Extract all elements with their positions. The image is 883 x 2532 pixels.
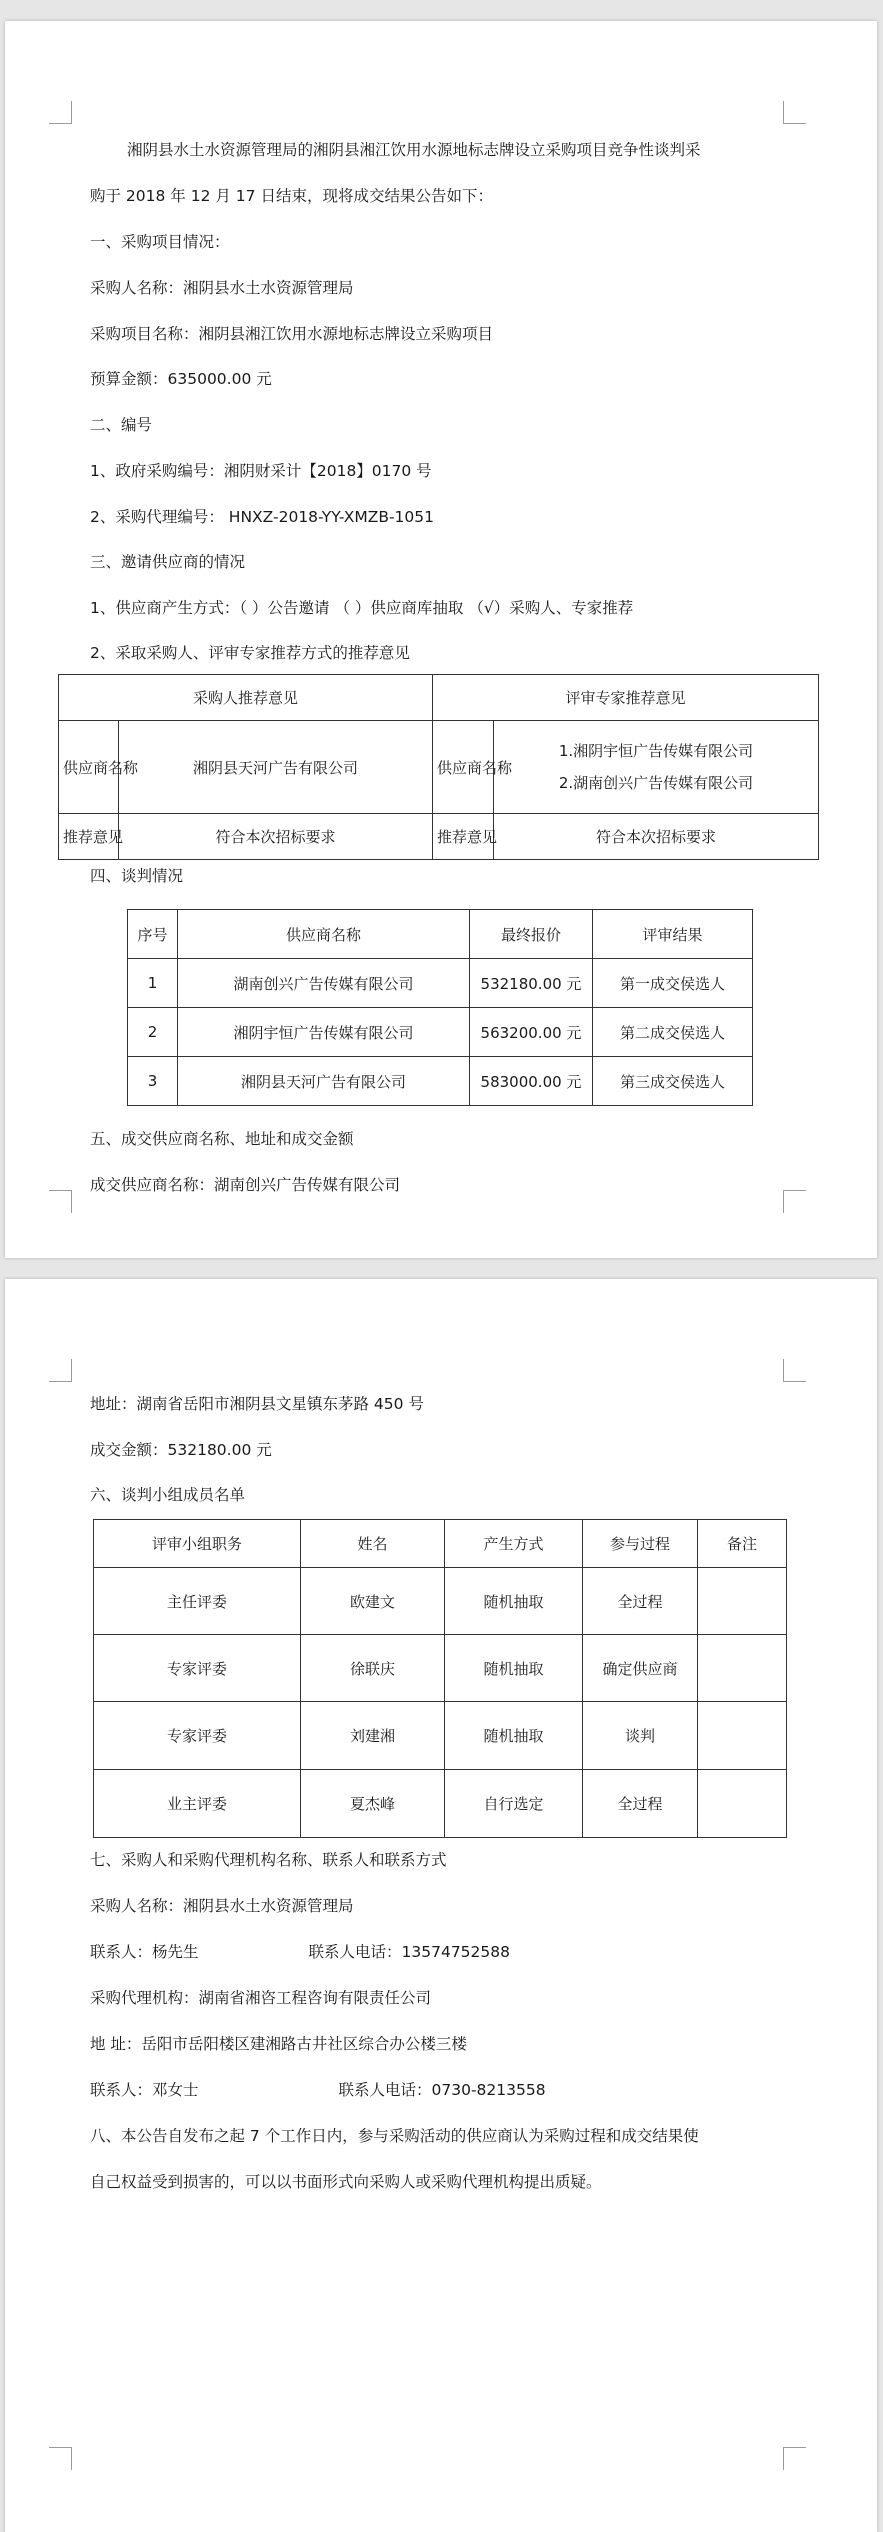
winner-address: 地址：湖南省岳阳市湘阴县文星镇东茅路 450 号 xyxy=(90,1395,424,1413)
margin-corner-bottom-left xyxy=(49,1190,72,1213)
row-supplier: 湖南创兴广告传媒有限公司 xyxy=(178,959,470,1008)
col-header-index: 序号 xyxy=(128,910,178,959)
agent-procurement-number: 2、采购代理编号： HNXZ-2018-YY-XMZB-1051 xyxy=(90,508,434,526)
table-row xyxy=(94,1568,787,1635)
row-index: 3 xyxy=(128,1057,178,1106)
deal-amount: 成交金额：532180.00 元 xyxy=(90,1441,272,1459)
row-index: 1 xyxy=(128,959,178,1008)
member-participation: 确定供应商 xyxy=(583,1635,698,1702)
row-price: 532180.00 元 xyxy=(470,959,593,1008)
member-selection: 随机抽取 xyxy=(445,1635,583,1702)
member-participation: 全过程 xyxy=(583,1568,698,1635)
member-role: 专家评委 xyxy=(94,1635,301,1702)
gov-procurement-number: 1、政府采购编号：湘阴财采计【2018】0170 号 xyxy=(90,462,432,480)
table-row xyxy=(128,1057,753,1106)
member-role: 业主评委 xyxy=(94,1770,301,1838)
col-header-final-price: 最终报价 xyxy=(470,910,593,959)
row-result: 第三成交侯选人 xyxy=(593,1057,753,1106)
winning-supplier: 成交供应商名称：湖南创兴广告传媒有限公司 xyxy=(90,1176,401,1194)
section-8-line-2: 自己权益受到损害的，可以以书面形式向采购人或采购代理机构提出质疑。 xyxy=(90,2173,602,2191)
section-2-heading: 二、编号 xyxy=(90,416,153,434)
agency-name: 采购代理机构：湖南省湘咨工程咨询有限责任公司 xyxy=(90,1989,432,2007)
member-remarks xyxy=(698,1770,787,1838)
budget-amount: 预算金额：635000.00 元 xyxy=(90,370,272,388)
purchaser-name: 采购人名称：湘阴县水土水资源管理局 xyxy=(90,279,354,297)
table-row xyxy=(94,1770,787,1838)
member-participation: 全过程 xyxy=(583,1770,698,1838)
margin-corner-top-left xyxy=(49,1359,72,1382)
section-5-heading: 五、成交供应商名称、地址和成交金额 xyxy=(90,1130,354,1148)
table-row xyxy=(128,959,753,1008)
table-row xyxy=(94,1635,787,1702)
purchaser-name: 采购人名称：湘阴县水土水资源管理局 xyxy=(90,1897,354,1915)
member-name: 刘建湘 xyxy=(301,1702,445,1770)
section-1-heading: 一、采购项目情况： xyxy=(90,233,230,251)
member-name: 欧建文 xyxy=(301,1568,445,1635)
agency-contact-line xyxy=(90,2079,810,2101)
col-header-remarks: 备注 xyxy=(698,1520,787,1568)
table-row xyxy=(128,1008,753,1057)
member-selection: 自行选定 xyxy=(445,1770,583,1838)
document-page-2 xyxy=(5,1279,877,2532)
project-name: 采购项目名称：湘阴县湘江饮用水源地标志牌设立采购项目 xyxy=(90,325,494,343)
table-row xyxy=(94,1702,787,1770)
member-selection: 随机抽取 xyxy=(445,1702,583,1770)
member-role: 主任评委 xyxy=(94,1568,301,1635)
intro-line-2: 购于 2018 年 12 月 17 日结束，现将成交结果公告如下： xyxy=(90,187,493,205)
section-6-heading: 六、谈判小组成员名单 xyxy=(90,1486,246,1504)
col-header-role: 评审小组职务 xyxy=(94,1520,301,1568)
col-header-name: 姓名 xyxy=(301,1520,445,1568)
negotiation-table xyxy=(127,909,753,1106)
margin-corner-top-right xyxy=(783,1359,806,1382)
member-remarks xyxy=(698,1635,787,1702)
purchaser-contact-name: 联系人：杨先生 xyxy=(90,1943,199,1961)
intro-line-1: 湘阴县水土水资源管理局的湘阴县湘江饮用水源地标志牌设立采购项目竞争性谈判采 xyxy=(127,141,701,159)
row-result: 第二成交侯选人 xyxy=(593,1008,753,1057)
row-index: 2 xyxy=(128,1008,178,1057)
margin-corner-top-right xyxy=(783,101,806,124)
margin-corner-top-left xyxy=(49,101,72,124)
expert-opinion: 符合本次招标要求 xyxy=(494,814,819,860)
agency-contact-name: 联系人：邓女士 xyxy=(90,2081,199,2099)
purchaser-recommend-header: 采购人推荐意见 xyxy=(59,675,433,721)
row-supplier: 湘阴县天河广告有限公司 xyxy=(178,1057,470,1106)
col-header-participation: 参与过程 xyxy=(583,1520,698,1568)
purchaser-contact-phone: 联系人电话：13574752588 xyxy=(308,1943,510,1961)
expert-recommended-suppliers xyxy=(494,721,819,814)
member-remarks xyxy=(698,1702,787,1770)
margin-corner-bottom-right xyxy=(783,2447,806,2470)
member-name: 徐联庆 xyxy=(301,1635,445,1702)
panel-members-table xyxy=(93,1519,787,1838)
expert-supplier-1: 1.湘阴宇恒广告传媒有限公司 xyxy=(558,742,754,760)
row-supplier: 湘阴宇恒广告传媒有限公司 xyxy=(178,1008,470,1057)
supplier-label: 供应商名称 xyxy=(59,721,119,814)
section-3-heading: 三、邀请供应商的情况 xyxy=(90,553,246,571)
member-role: 专家评委 xyxy=(94,1702,301,1770)
agency-address: 地 址：岳阳市岳阳楼区建湘路古井社区综合办公楼三楼 xyxy=(90,2035,467,2053)
col-header-supplier: 供应商名称 xyxy=(178,910,470,959)
expert-recommend-header: 评审专家推荐意见 xyxy=(433,675,819,721)
member-selection: 随机抽取 xyxy=(445,1568,583,1635)
section-4-heading: 四、谈判情况 xyxy=(90,867,184,885)
col-header-result: 评审结果 xyxy=(593,910,753,959)
member-remarks xyxy=(698,1568,787,1635)
margin-corner-bottom-left xyxy=(49,2447,72,2470)
opinion-label: 推荐意见 xyxy=(433,814,494,860)
member-participation: 谈判 xyxy=(583,1702,698,1770)
recommendation-heading: 2、采取采购人、评审专家推荐方式的推荐意见 xyxy=(90,644,410,662)
row-price: 583000.00 元 xyxy=(470,1057,593,1106)
expert-supplier-2: 2.湖南创兴广告传媒有限公司 xyxy=(558,774,754,792)
document-page-1 xyxy=(5,21,877,1258)
opinion-label: 推荐意见 xyxy=(59,814,119,860)
supplier-label: 供应商名称 xyxy=(433,721,494,814)
section-8-line-1: 八、本公告自发布之起 7 个工作日内，参与采购活动的供应商认为采购过程和成交结果使 xyxy=(90,2127,699,2145)
row-result: 第一成交侯选人 xyxy=(593,959,753,1008)
recommendation-table xyxy=(58,674,819,860)
purchaser-contact-line xyxy=(90,1941,810,1963)
agency-contact-phone: 联系人电话：0730-8213558 xyxy=(338,2081,546,2099)
member-name: 夏杰峰 xyxy=(301,1770,445,1838)
row-price: 563200.00 元 xyxy=(470,1008,593,1057)
purchaser-opinion: 符合本次招标要求 xyxy=(119,814,433,860)
col-header-selection: 产生方式 xyxy=(445,1520,583,1568)
purchaser-recommended-supplier: 湘阴县天河广告有限公司 xyxy=(119,721,433,814)
supplier-method: 1、供应商产生方式：（ ）公告邀请 （ ）供应商库抽取 （√）采购人、专家推荐 xyxy=(90,599,634,617)
section-7-heading: 七、采购人和采购代理机构名称、联系人和联系方式 xyxy=(90,1851,447,1869)
